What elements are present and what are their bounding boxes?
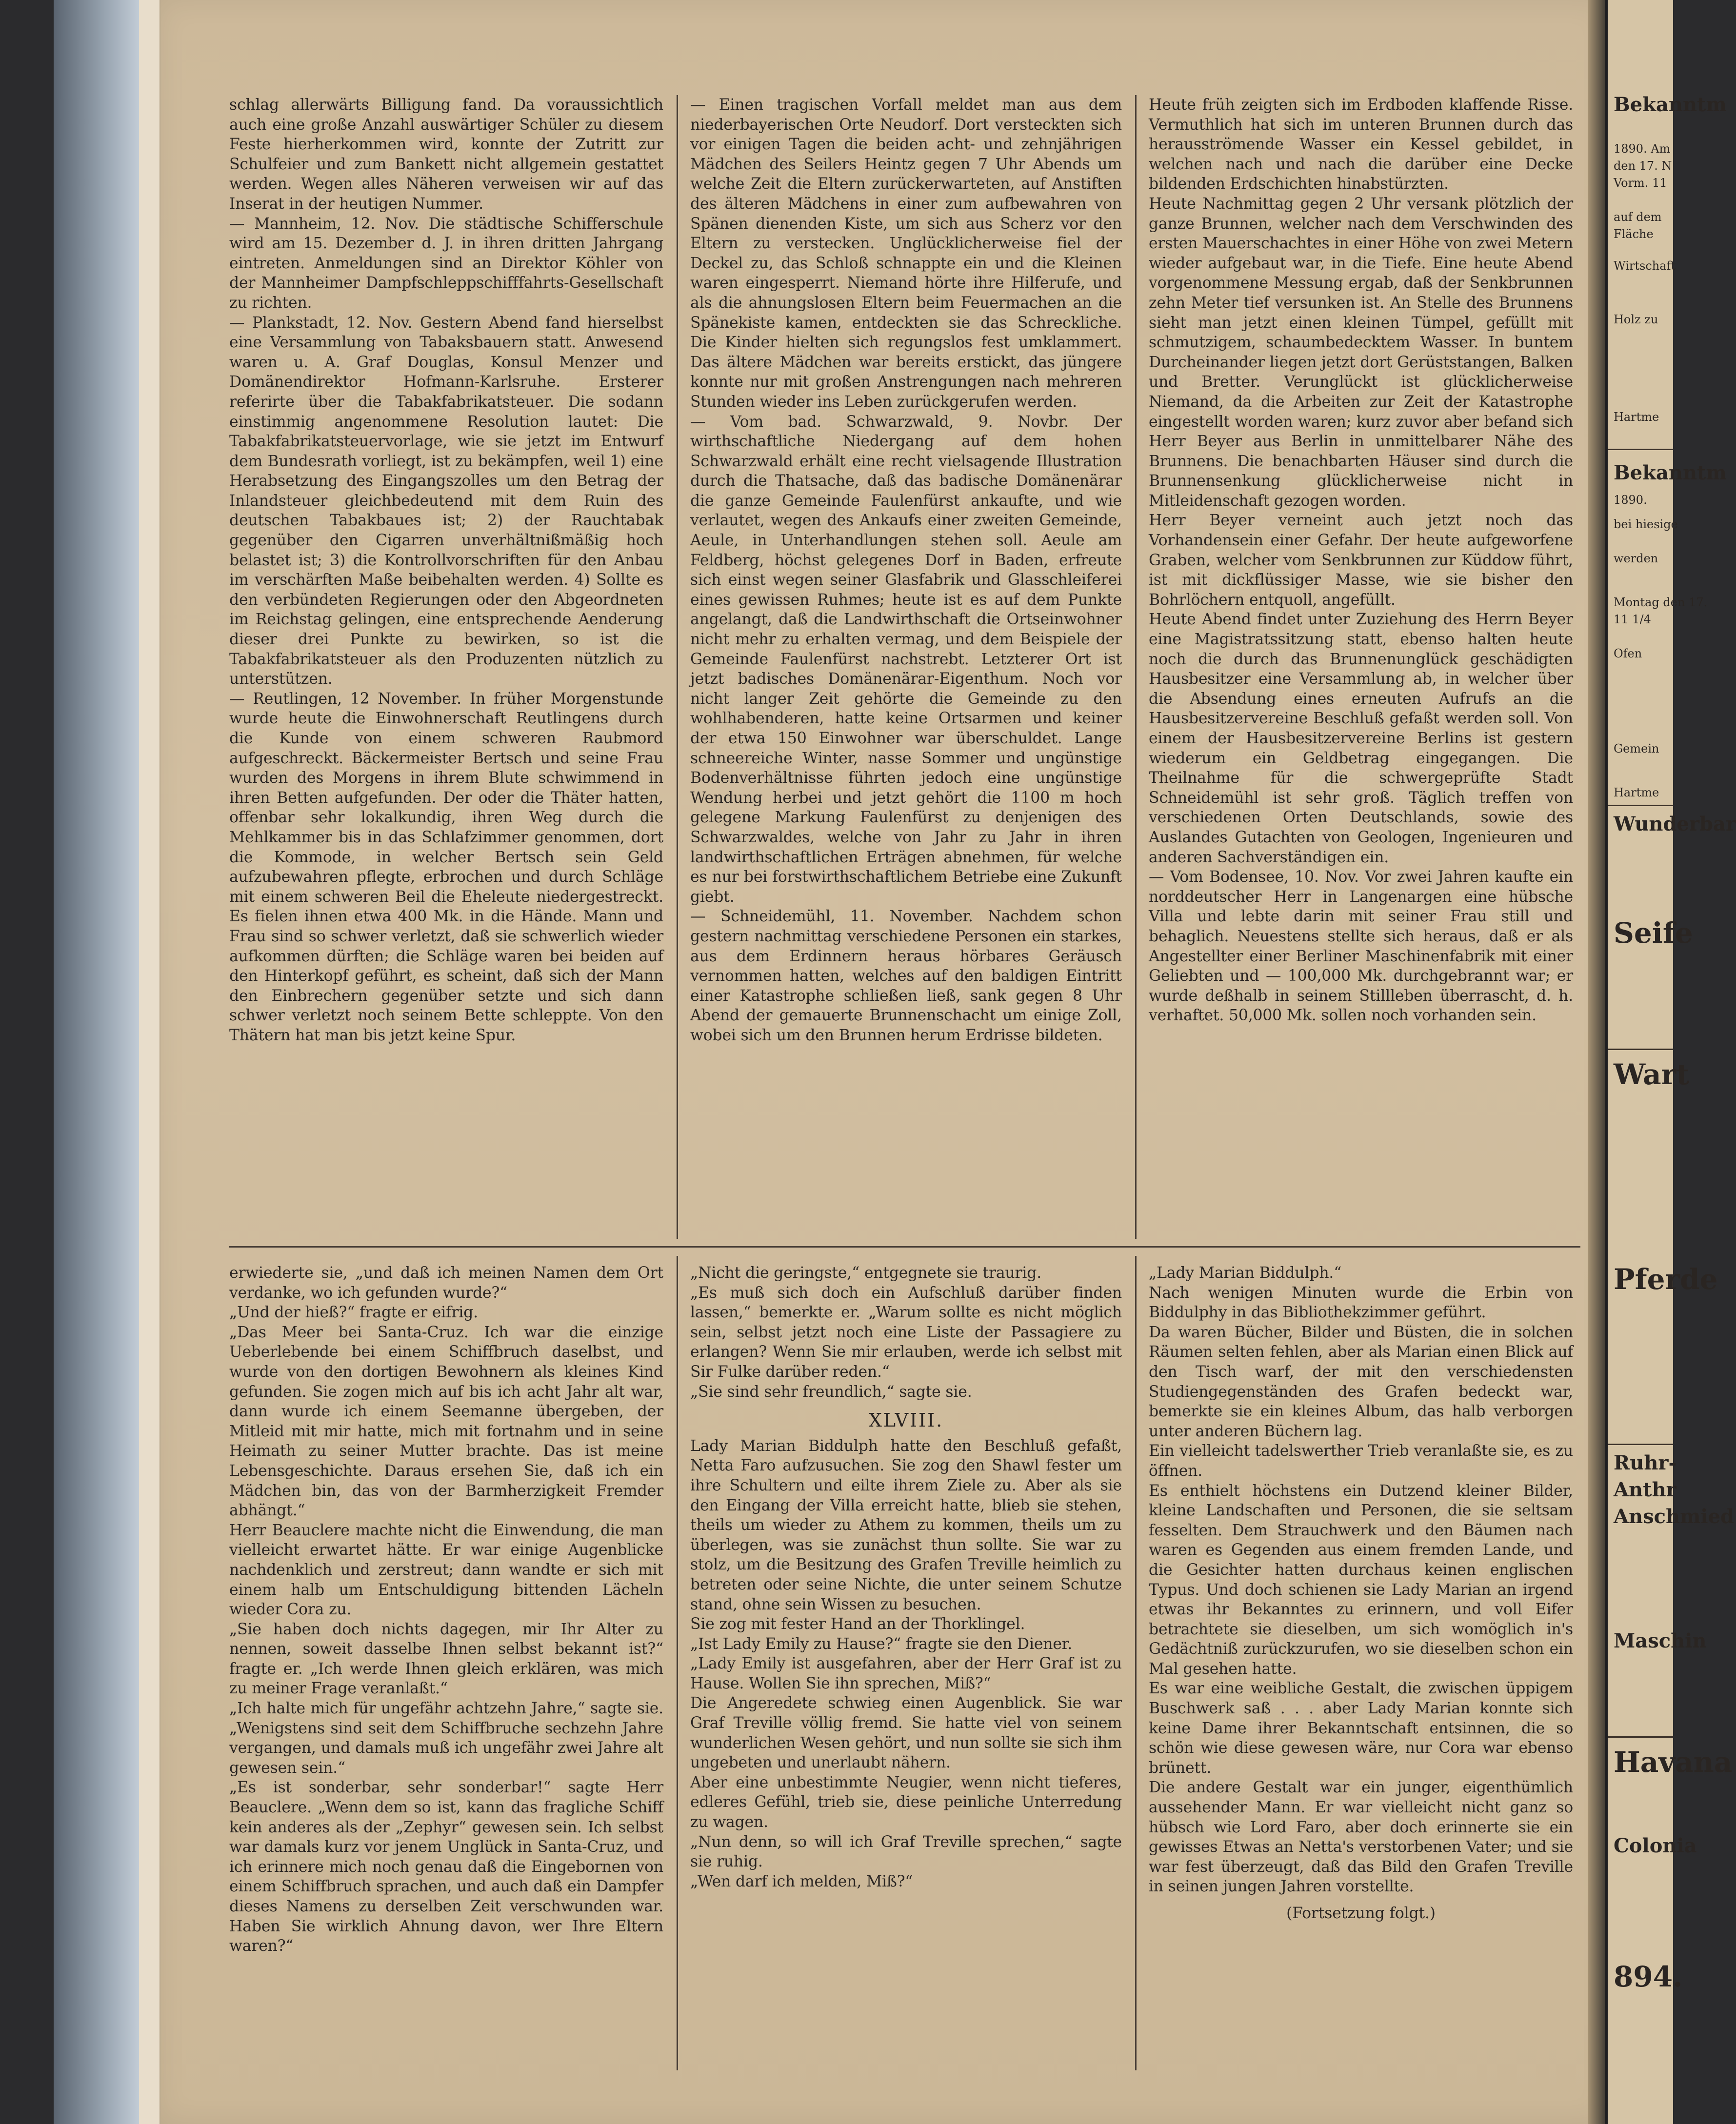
ad-fragment: Gemein [1614, 742, 1659, 755]
ad-fragment: den 17. N [1614, 159, 1672, 173]
article-paragraph: — Reutlingen, 12 November. In früher Morgenstunde wurde heute die Einwohnerschaft Reutlingens durch die Kunde von einem schweren Raubmord aufgeschreckt. Bäckermeister Bertsch und seine Frau wurden des Morgens in ihrem Blute schwimmend in ihren Betten aufgefunden. Der oder die Thäter hatten, offenbar sehr lokalkundig, ihren Weg durch die Mehlkammer bis in das Schlafzimmer genommen, dort die Kommode, in welcher Bertsch sein Geld aufzubewahren pflegte, erbrochen und durch Schläge mit einem schweren Beil die Eheleute niedergestreckt. Es fielen ihnen etwa 400 Mk. in die Hände. Mann und Frau sind so schwer verletzt, daß sie schwerlich wieder aufkommen dürften; die Schläge waren bei beiden auf den Hinterkopf geführt, es scheint, daß sich der Mann den Einbrechern gegenüber setzte und sich dann schwer verletzt noch seinem Bette schleppte. Von den Thätern hat man bis jetzt keine Spur. [229, 690, 663, 1044]
serial-paragraph: Ein vielleicht tadelswerther Trieb veranlaßte sie, es zu öffnen. [1149, 1442, 1573, 1480]
article-paragraph: schlag allerwärts Billigung fand. Da voraussichtlich auch eine große Anzahl auswärtiger Schüler zu diesem Feste hierherkommen wird, konnte der Zutritt zur Schulfeier und zum Bankett nicht allgemein gestattet werden. Wegen alles Näheren verweisen wir auf das Inserat in der heutigen Nummer. [229, 96, 663, 213]
serial-paragraph: „Wen darf ich melden, Miß?“ [690, 1872, 913, 1890]
serial-paragraph: „Lady Marian Biddulph.“ [1149, 1264, 1342, 1282]
ad-fragment: Havana [1614, 1746, 1733, 1779]
serial-paragraph: „Ist Lady Emily zu Hause?“ fragte sie den Diener. [690, 1635, 1073, 1653]
article-paragraph: Heute Nachmittag gegen 2 Uhr versank plötzlich der ganze Brunnen, welcher nach dem Verschwinden des ersten Mauerschachtes in einer Höhe von zwei Metern wieder aufgebaut war, in die Tiefe. Eine heute Abend vorgenommene Messung ergab, daß der Senkbrunnen zehn Meter tief versunken ist. An Stelle des Brunnens sieht man jetzt einen kleinen Tümpel, gefüllt mit schmutzigem, schaumbedecktem Wasser. In buntem Durcheinander liegen jetzt dort Gerüststangen, Balken und Bretter. Verunglückt ist glücklicherweise Niemand, da die Arbeiten zur Zeit der Katastrophe eingestellt worden waren; kurz zuvor aber befand sich Herr Beyer aus Berlin in unmittelbarer Nähe des Brunnens. Die benachbarten Häuser sind durch die Brunnensenkung glücklicherweise nicht in Mitleidenschaft gezogen worden. [1149, 195, 1573, 510]
ad-divider [1608, 1736, 1673, 1738]
news-column-3 [1149, 95, 1573, 1026]
article-paragraph: — Plankstadt, 12. Nov. Gestern Abend fand hierselbst eine Versammlung von Tabaksbauern statt. Anwesend waren u. A. Graf Douglas, Konsul Menzer und Domänendirektor Hofmann-Karlsruhe. Ersterer referirte über die Tabakfabrikatsteuer. Die sodann einstimmig angenommene Resolution lautet: Die Tabakfabrikatsteuervorlage, wie sie jetzt im Entwurf dem Bundesrath vorliegt, ist zu bekämpfen, weil 1) eine Herabsetzung des Eingangszolles um den Betrag der Inlandsteuer gleichbedeutend mit dem Ruin des deutschen Tabakbaues ist; 2) der Rauchtabak gegenüber den Cigarren unverhältnißmäßig hoch belastet ist; 3) die Kontrollvorschriften für den Anbau im verschärften Maße beibehalten werden. 4) Sollte es den verbündeten Regierungen oder den Abgeordneten im Reichstag gelingen, eine entsprechende Aenderung dieser drei Punkte zu bewirken, so ist die Tabakfabrikatsteuer als den Produzenten nützlich zu unterstützen. [229, 314, 663, 688]
serial-paragraph: Es enthielt höchstens ein Dutzend kleiner Bilder, kleine Landschaften und Personen, die sie seltsam fesselten. Dem Strauchwerk und den Bäumen nach waren es Gegenden aus einem fremden Lande, und die Gesichter hatten durchaus keinen englischen Typus. Und doch schienen sie Lady Marian an irgend etwas ihr Bekanntes zu erinnern, und voll Eifer betrachtete sie dieselben, um sich womöglich in's Gedächtniß zurückzurufen, wo sie dieselben schon ein Mal gesehen hatte. [1149, 1482, 1573, 1678]
column-divider [1135, 1256, 1137, 2070]
ad-fragment: Hartme [1614, 410, 1659, 424]
ad-fragment: Anthr [1614, 1478, 1676, 1501]
ad-fragment: 1890. Am [1614, 142, 1671, 156]
adjacent-page [1605, 0, 1736, 2124]
ad-fragment: werden [1614, 552, 1658, 565]
ad-fragment: 1890. [1614, 493, 1647, 507]
column-divider [1135, 95, 1137, 1239]
article-paragraph: Heute früh zeigten sich im Erdboden klaffende Risse. Vermuthlich hat sich im unteren Brunnen durch das herausströmende Wasser ein Kessel gebildet, in welchen nach und nach die darüber eine Decke bildenden Erdschichten hinabstürzten. [1149, 96, 1573, 193]
page-edge [139, 0, 160, 2124]
ad-divider [1608, 1049, 1673, 1050]
news-column-2 [690, 95, 1122, 1046]
ad-fragment: Hartme [1614, 786, 1659, 799]
article-paragraph: — Einen tragischen Vorfall meldet man aus dem niederbayerischen Orte Neudorf. Dort versteckten sich vor einigen Tagen die beiden acht- und zehnjährigen Mädchen des Seilers Heintz gegen 7 Uhr Abends um welche Zeit die Eltern zurückerwarteten, auf Anstiften des älteren Mädchens in einer zum aufbewahren von Spänen dienenden Kiste, um sich aus Scherz vor den Eltern zu verstecken. Unglücklicherweise fiel der Deckel zu, das Schloß schnappte ein und die Kleinen waren eingesperrt. Niemand hörte ihre Hilferufe, und als die ahnungslosen Eltern beim Feuermachen an die Spänekiste kamen, entdeckten sie das Schreckliche. Die Kinder hielten sich regungslos fest umklammert. Das ältere Mädchen war bereits erstickt, das jüngere konnte nur mit großen Anstrengungen nach mehreren Stunden wieder ins Leben zurückgerufen werden. [690, 96, 1122, 411]
serial-paragraph: Nach wenigen Minuten wurde die Erbin von Biddulphy in das Bibliothekzimmer geführt. [1149, 1284, 1573, 1322]
serial-paragraph: „Nicht die geringste,“ entgegnete sie traurig. [690, 1264, 1042, 1282]
serial-paragraph: „Sie sind sehr freundlich,“ sagte sie. [690, 1383, 972, 1401]
ad-fragment: Maschin [1614, 1629, 1707, 1652]
ad-fragment: bei hiesige [1614, 517, 1678, 531]
serial-column-2 [690, 1263, 1122, 1891]
ad-fragment: auf dem [1614, 210, 1662, 224]
ad-fragment: Montag den 17. [1614, 596, 1708, 609]
news-column-1 [229, 95, 663, 1046]
ad-divider [1608, 805, 1673, 806]
serial-paragraph: Die andere Gestalt war ein junger, eigenthümlich aussehender Mann. Er war vielleicht nicht ganz so hübsch wie Lord Faro, aber doch erinnerte sie ein gewisses Etwas an Netta's verstorbenen Vater; und sie war fest überzeugt, daß das Bild den Grafen Treville in seinen jungen Jahren vorstellte. [1149, 1779, 1573, 1896]
serial-paragraph: Lady Marian Biddulph hatte den Beschluß gefaßt, Netta Faro aufzusuchen. Sie zog den Shawl fester um ihre Schultern und eilte ihrem Ziele zu. Aber als sie den Eingang der Villa erreicht hatte, blieb sie stehen, theils um wieder zu Athem zu kommen, theils um zu überlegen, was sie zunächst thun sollte. Sie war zu stolz, um die Besitzung des Grafen Treville heimlich zu betreten oder seine Nichte, die unter seinem Schutze stand, ohne sein Wissen zu besuchen. [690, 1437, 1122, 1613]
feuilleton-divider [229, 1246, 1580, 1248]
serial-paragraph: Es war eine weibliche Gestalt, die zwischen üppigem Buschwerk saß . . . aber Lady Marian konnte sich keine Dame ihrer Bekanntschaft entsinnen, die so schön wie diese gewesen wäre, nur Cora war ebenso brünett. [1149, 1680, 1573, 1777]
serial-paragraph: „Lady Emily ist ausgefahren, aber der Herr Graf ist zu Hause. Wollen Sie ihn sprechen, Miß?“ [690, 1655, 1122, 1692]
ad-fragment: Ruhr- [1614, 1451, 1677, 1474]
ad-fragment: Fläche [1614, 227, 1654, 241]
chapter-number: XLVIII. [868, 1409, 944, 1431]
ad-fragment: Ofen [1614, 647, 1642, 660]
serial-paragraph: „Nun denn, so will ich Graf Treville sprechen,“ sagte sie ruhig. [690, 1833, 1122, 1871]
article-paragraph: — Schneidemühl, 11. November. Nachdem schon gestern nachmittag verschiedene Personen ein starkes, aus dem Erdinnern heraus hörbares Geräusch vernommen hatten, welches auf den baldigen Eintritt einer Katastrophe schließen ließ, sank gegen 8 Uhr Abend der gemauerte Brunnenschacht um einige Zoll, wobei sich um den Brunnen herum Erdrisse bildeten. [690, 908, 1122, 1044]
serial-paragraph: Herr Beauclere machte nicht die Einwendung, die man vielleicht erwartet hätte. Er war einige Augenblicke nachdenklich und zerstreut; dann wandte er sich mit einem halb um Entschuldigung bittenden Lächeln wieder Cora zu. [229, 1521, 663, 1619]
ad-divider [1608, 1444, 1673, 1445]
ad-fragment: Bekanntm [1614, 461, 1727, 484]
ad-fragment: Wunderbar [1614, 813, 1736, 835]
article-paragraph: — Vom Bodensee, 10. Nov. Vor zwei Jahren kaufte ein norddeutscher Herr in Langenargen eine hübsche Villa und lebte darin mit seiner Frau still und behaglich. Neuestens stellte sich heraus, daß er als Angestellter einer Berliner Maschinenfabrik mit einer Geliebten und — 100,000 Mk. durchgebrannt war; er wurde deßhalb in seinem Stillleben überrascht, d. h. verhaftet. 50,000 Mk. sollen noch vorhanden sein. [1149, 868, 1573, 1025]
ad-fragment: Seife [1614, 916, 1693, 950]
ad-fragment: Wart [1614, 1058, 1690, 1091]
serial-paragraph: „Ich halte mich für ungefähr achtzehn Jahre,“ sagte sie. „Wenigstens sind seit dem Schiffbruche sechzehn Jahre vergangen, und damals muß ich ungefähr zwei Jahre alt gewesen sein.“ [229, 1700, 663, 1777]
ad-fragment: Vorm. 11 [1614, 176, 1667, 190]
ad-fragment: Bekanntm [1614, 93, 1727, 116]
article-paragraph: Herr Beyer verneint auch jetzt noch das Vorhandensein einer Gefahr. Der heute aufgeworfene Graben, welcher vom Senkbrunnen zur Küddow führt, ist mit dickflüssiger Masse, wie sie bisher den Bohrlöchern entquoll, angefüllt. [1149, 512, 1573, 609]
ad-fragment: 894. [1614, 1960, 1683, 1993]
serial-column-1 [229, 1263, 663, 1956]
ad-fragment: Anschmied [1614, 1505, 1735, 1528]
serial-paragraph: „Und der hieß?“ fragte er eifrig. [229, 1304, 479, 1322]
serial-column-3 [1149, 1263, 1573, 1924]
serial-paragraph: „Das Meer bei Santa-Cruz. Ich war die einzige Ueberlebende bei einem Schiffbruch daselbst, und wurde von den dortigen Bewohnern als kleines Kind gefunden. Sie zogen mich auf bis ich acht Jahr alt war, dann wurde ich einem Seemanne übergeben, der Mitleid mit mir hatte, mich mit fortnahm und in seine Heimath zu seiner Mutter brachte. Das ist meine Lebensgeschichte. Daraus ersehen Sie, daß ich ein Mädchen bin, das von der Barmherzigkeit Fremder abhängt.“ [229, 1323, 663, 1520]
ad-divider [1608, 449, 1673, 450]
serial-paragraph: „Es ist sonderbar, sehr sonderbar!“ sagte Herr Beauclere. „Wenn dem so ist, kann das fragliche Schiff kein anderes als der „Zephyr“ gewesen sein. Ich selbst war damals kurz vor jenem Unglück in Santa-Cruz, und ich erinnere mich noch genau daß die Eingebornen von einem Schiffbruch sprachen, und auch daß ein Dampfer dieses Namens zu derselben Zeit verschwunden war. Haben Sie wirklich Ahnung davon, wer Ihre Eltern waren?“ [229, 1779, 663, 1955]
serial-paragraph: Die Angeredete schwieg einen Augenblick. Sie war Graf Treville völlig fremd. Sie hatte viel von seinem wunderlichen Wesen gehört, und nun sollte sie sich ihm ungebeten und unerlaubt nähern. [690, 1694, 1122, 1772]
column-divider [677, 95, 678, 1239]
continued-note: (Fortsetzung folgt.) [1286, 1905, 1436, 1922]
serial-paragraph: Aber eine unbestimmte Neugier, wenn nicht tieferes, edleres Gefühl, trieb sie, diese peinliche Unterredung zu wagen. [690, 1773, 1122, 1831]
ad-fragment: Colonia [1614, 1834, 1697, 1857]
ad-fragment: Pferde [1614, 1263, 1718, 1296]
article-paragraph: — Mannheim, 12. Nov. Die städtische Schifferschule wird am 15. Dezember d. J. in ihren dritten Jahrgang eintreten. Anmeldungen sind an Direktor Köhler von der Mannheimer Dampfschleppschifffahrts-Gesellschaft zu richten. [229, 215, 663, 312]
ad-fragment: Holz zu [1614, 313, 1658, 326]
serial-paragraph: erwiederte sie, „und daß ich meinen Namen dem Ort verdanke, wo ich gefunden wurde?“ [229, 1264, 663, 1302]
page-gutter [1588, 0, 1607, 2124]
serial-paragraph: Sie zog mit fester Hand an der Thorklingel. [690, 1615, 1025, 1633]
serial-paragraph: „Es muß sich doch ein Aufschluß darüber finden lassen,“ bemerkte er. „Warum sollte es nicht möglich sein, selbst jetzt noch eine Liste der Passagiere zu erlangen? Wenn Sie mir erlauben, werde ich selbst mit Sir Fulke darüber reden.“ [690, 1284, 1122, 1381]
serial-paragraph: Da waren Bücher, Bilder und Büsten, die in solchen Räumen selten fehlen, aber als Marian einen Blick auf den Tisch warf, der mit den verschiedensten Studiengegenständen des Grafen bedeckt war, bemerkte sie ein kleines Album, das halb verborgen unter anderen Büchern lag. [1149, 1323, 1573, 1440]
article-paragraph: Heute Abend findet unter Zuziehung des Herrn Beyer eine Magistratssitzung statt, ebenso halten heute noch die durch das Brunnenunglück geschädigten Hausbesitzer eine Versammlung ab, in welcher über die Absendung eines erneuten Aufrufs an die Hausbesitzervereine Beschluß gefaßt werden soll. Von einem der Hausbesitzervereine Berlins ist gestern wiederum ein Geldbetrag eingegangen. Die Theilnahme für die schwergeprüfte Stadt Schneidemühl ist sehr groß. Täglich treffen von verschiedenen Orten Deutschlands, sowie des Auslandes Gutachten von Geologen, Ingenieuren und anderen Sachverständigen ein. [1149, 611, 1573, 866]
article-paragraph: — Vom bad. Schwarzwald, 9. Novbr. Der wirthschaftliche Niedergang auf dem hohen Schwarzwald erhält eine recht vielsagende Illustration durch die Thatsache, daß das badische Domänenärar die ganze Gemeinde Faulenfürst ankaufte, und wie verlautet, wegen des Ankaufs einer zweiten Gemeinde, Aeule, in Unterhandlungen stehen soll. Aeule am Feldberg, höchst gelegenes Dorf in Baden, erfreute sich einst wegen seiner Glasfabrik und Glasschleiferei eines gewissen Ruhmes; heute ist es auf dem Punkte angelangt, daß die Landwirthschaft die Ortseinwohner nicht mehr zu erhalten vermag, und dem Beispiele der Gemeinde Faulenfürst nachstrebt. Letzterer Ort ist jetzt badisches Domänenärar-Eigenthum. Noch vor nicht langer Zeit gehörte die Gemeinde zu den wohlhabenderen, hatte keine Ortsarmen und keiner der etwa 150 Einwohner war überschuldet. Lange schneereiche Winter, nasse Sommer und ungünstige Bodenverhältnisse führten jedoch eine ungünstige Wendung herbei und jetzt gehört die 1100 m hoch gelegene Markung Faulenfürst zu denjenigen des Schwarzwaldes, welche von Jahr zu Jahr in ihren landwirthschaftlichen Erträgen abnehmen, für welche es nur bei forstwirthschaftlichem Betriebe eine Zukunft giebt. [690, 413, 1122, 906]
serial-paragraph: „Sie haben doch nichts dagegen, mir Ihr Alter zu nennen, soweit dasselbe Ihnen selbst bekannt ist?“ fragte er. „Ich werde Ihnen gleich erklären, was mich zu meiner Frage veranlaßt.“ [229, 1620, 663, 1698]
ad-fragment: Wirtschaft [1614, 259, 1676, 273]
ad-fragment: 11 1/4 [1614, 613, 1651, 626]
column-divider [677, 1256, 678, 2070]
